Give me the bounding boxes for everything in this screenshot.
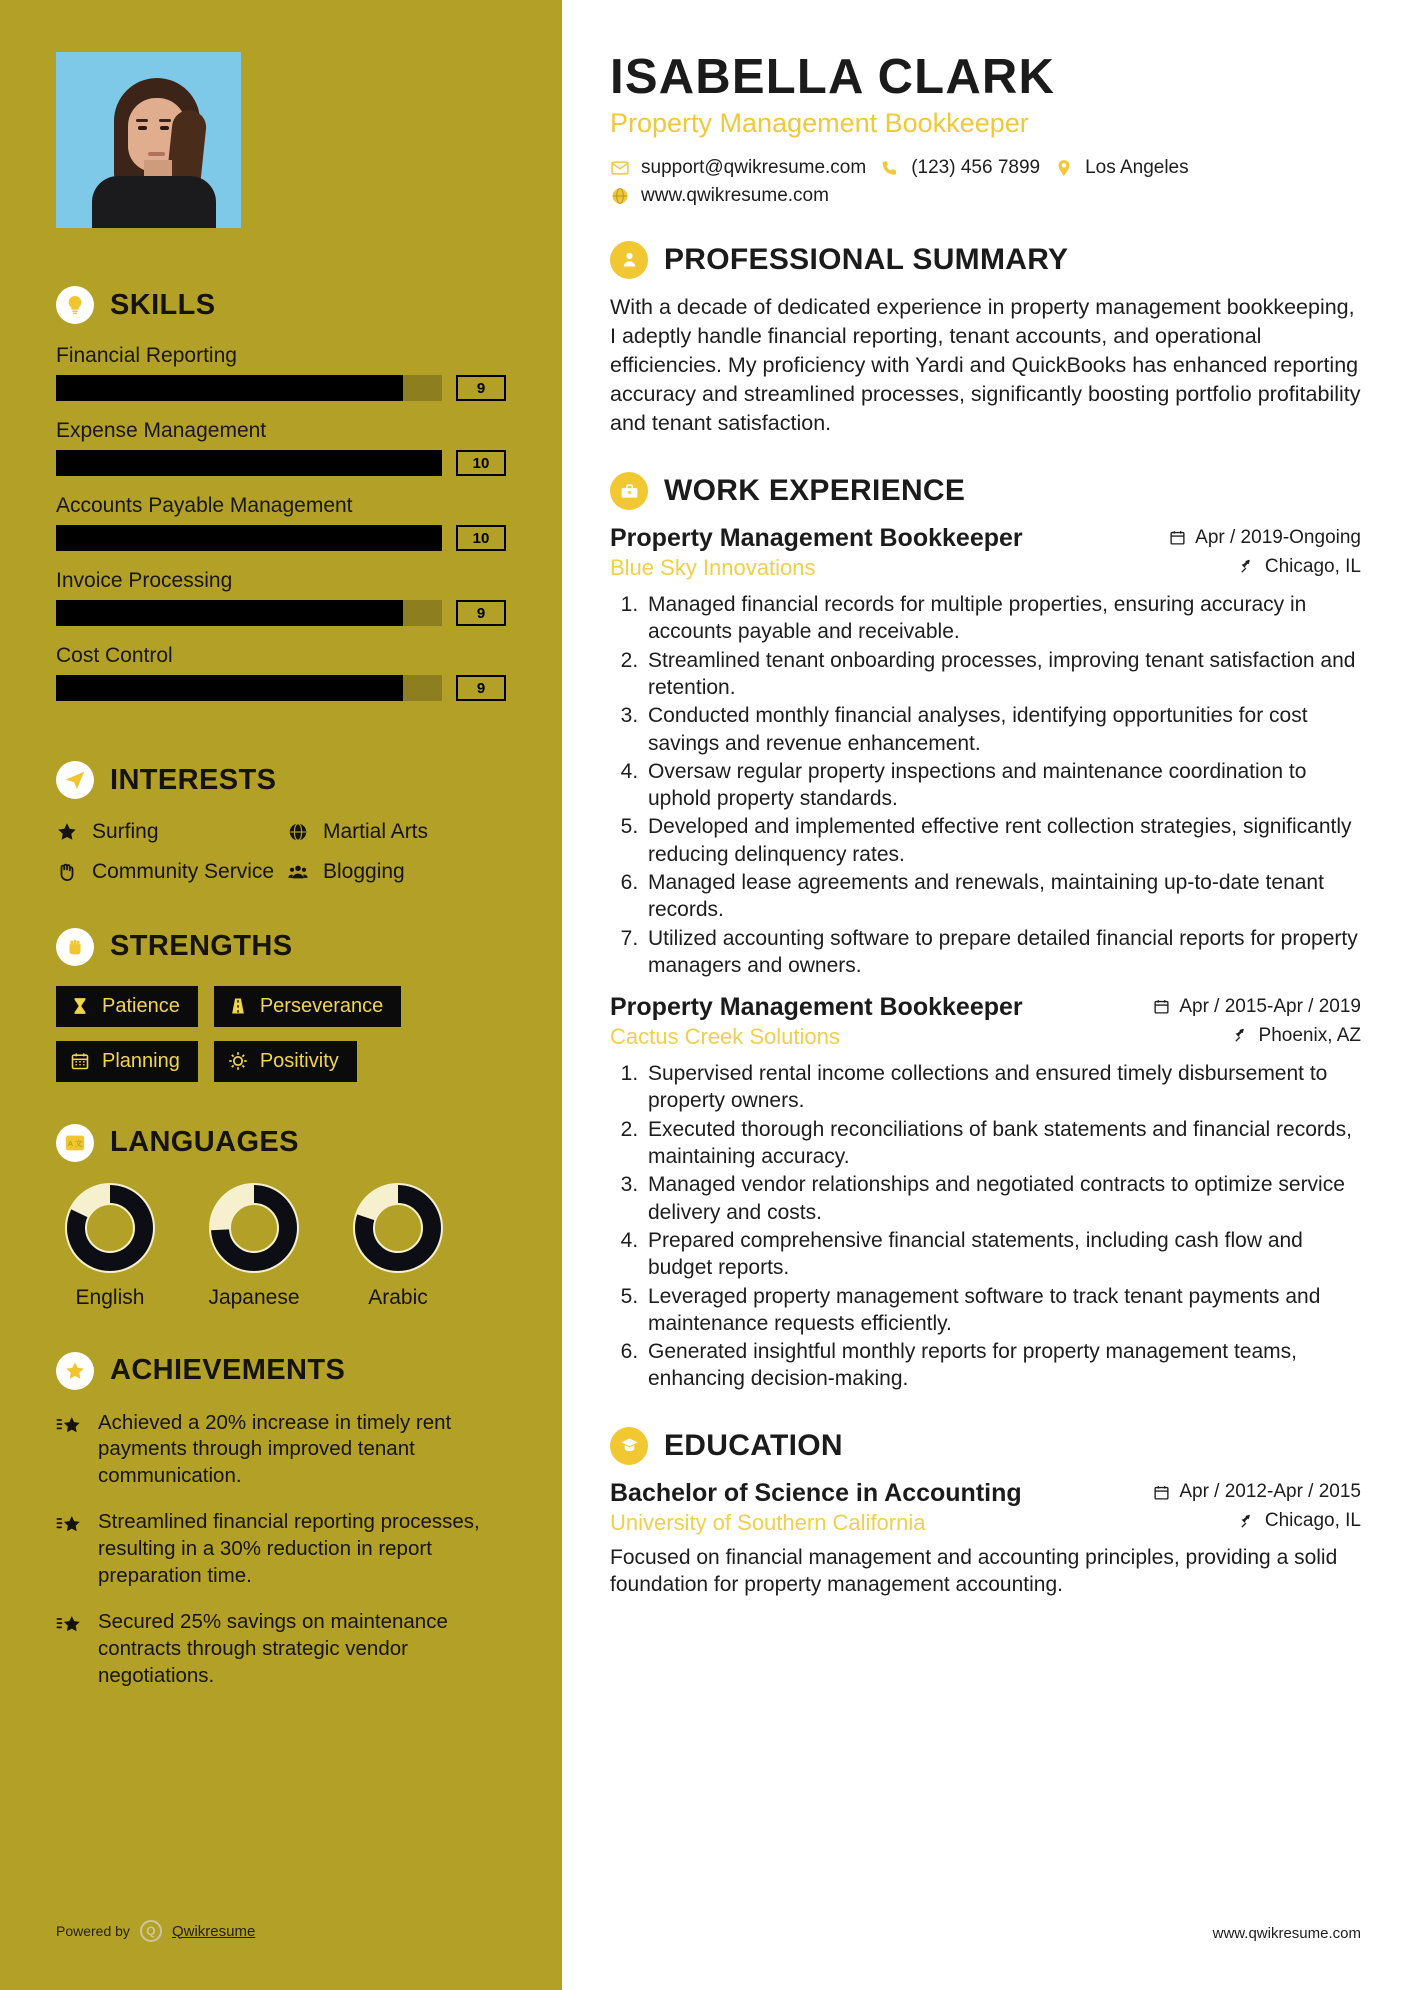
contact-row-secondary [610, 185, 1361, 207]
calendar-icon [1153, 998, 1170, 1015]
skill-bar-track [56, 375, 442, 401]
svg-text:A: A [67, 1138, 74, 1148]
contact-row-primary [610, 157, 1361, 179]
job-bullet: 2. Streamlined tenant onboarding processes, improving tenant satisfaction and retention. [644, 647, 1361, 702]
interest-item [56, 819, 275, 845]
skill-label: Cost Control [56, 644, 173, 667]
education-entry [610, 1479, 1361, 1599]
phone-contact[interactable] [880, 157, 1040, 179]
briefcase-icon [610, 472, 648, 510]
pushpin-icon [1239, 558, 1256, 575]
strengths-title: STRENGTHS [110, 930, 293, 962]
powered-by-label: Powered by [56, 1923, 130, 1939]
skill-bar-track [56, 450, 442, 476]
languages-list [56, 1182, 506, 1310]
skill-bar-fill [56, 675, 403, 701]
skill-item [56, 344, 506, 401]
achievement-text: Secured 25% savings on maintenance contracts through strategic vendor negotiations. [98, 1610, 448, 1687]
job-bullet: 1. Managed financial records for multiple properties, ensuring accuracy in accounts payable and receivable. [644, 591, 1361, 646]
job-bullet: 4. Oversaw regular property inspections and maintenance coordination to uphold property standards. [644, 758, 1361, 813]
job-location [1233, 1025, 1361, 1047]
strength-label: Positivity [259, 1049, 339, 1072]
skill-bar-track [56, 525, 442, 551]
skill-item [56, 419, 506, 476]
achievements-list [56, 1410, 506, 1690]
languages-section-header [56, 1124, 506, 1162]
graduation-cap-icon [610, 1427, 648, 1465]
achievements-title: ACHIEVEMENTS [110, 1354, 346, 1386]
job-bullet: 3. Managed vendor relationships and negotiated contracts to optimize service delivery and costs. [644, 1171, 1361, 1226]
hourglass-icon [70, 996, 90, 1016]
interest-label: Martial Arts [323, 820, 429, 843]
page-title: ISABELLA CLARK [610, 50, 1056, 104]
achievement-text: Streamlined financial reporting processes, resulting in a 30% reduction in report preparation time. [98, 1510, 480, 1587]
skill-bar-track [56, 675, 442, 701]
job-title: Property Management Bookkeeper [610, 524, 1023, 553]
job-dates-text: Apr / 2015-Apr / 2019 [1179, 995, 1361, 1017]
job-entry [610, 993, 1361, 1393]
languages-title: LANGUAGES [110, 1126, 299, 1158]
interest-label: Blogging [323, 860, 405, 884]
job-bullet: 1. Supervised rental income collections and ensured timely disbursement to property owners. [644, 1060, 1361, 1115]
calendar-icon [1169, 529, 1186, 546]
job-company: Blue Sky Innovations [610, 555, 816, 581]
job-location-text: Chicago, IL [1264, 555, 1361, 577]
interest-item [287, 819, 506, 845]
location-contact [1054, 157, 1189, 179]
avatar [56, 52, 241, 228]
education-description: Focused on financial management and accounting principles, providing a solid foundation for property management accounting. [610, 1545, 1338, 1597]
job-dates-text: Apr / 2019-Ongoing [1195, 526, 1361, 548]
road-icon [228, 996, 248, 1016]
language-donut-chart [64, 1182, 156, 1274]
education-title: EDUCATION [664, 1428, 843, 1462]
phone-icon [880, 158, 900, 178]
skills-title: SKILLS [110, 288, 216, 321]
skill-label: Invoice Processing [56, 569, 233, 592]
envelope-icon [610, 158, 630, 178]
skill-bar-fill [56, 600, 403, 626]
skill-value: 10 [456, 450, 506, 476]
work-title: WORK EXPERIENCE [664, 474, 966, 508]
achievement-item [56, 1509, 506, 1589]
skills-list [56, 344, 506, 701]
skill-label: Accounts Payable Management [56, 494, 353, 517]
skill-bar-track [56, 600, 442, 626]
interest-item [56, 859, 275, 885]
job-bullet: 2. Executed thorough reconciliations of bank statements and financial records, maintaining accuracy. [644, 1116, 1361, 1171]
achievements-section-header [56, 1352, 506, 1390]
star-icon [56, 819, 80, 843]
job-location-text: Phoenix, AZ [1258, 1024, 1361, 1046]
map-pin-icon [1054, 158, 1074, 178]
summary-text: With a decade of dedicated experience in property management bookkeeping, I adeptly handle financial reporting, tenant accounts, and operational efficiencies. My proficiency with Yardi and QuickBooks has enhanced reporting accuracy and streamlined processes, significantly boosting portfolio profitability and tenant satisfaction. [610, 294, 1361, 435]
education-dates [1153, 1481, 1361, 1503]
job-bullet: 3. Conducted monthly financial analyses, identifying opportunities for cost savings and revenue enhancement. [644, 702, 1361, 757]
strength-chip [214, 986, 401, 1027]
interest-label: Surfing [92, 820, 159, 843]
education-location-text: Chicago, IL [1264, 1510, 1361, 1532]
star-badge-icon [56, 1352, 94, 1390]
job-bullet: 5. Developed and implemented effective rent collection strategies, significantly reducing delinquency rates. [644, 813, 1361, 868]
language-label: English [75, 1285, 145, 1309]
main-content [562, 0, 1407, 1990]
lightbulb-icon [56, 286, 94, 324]
job-role-subtitle: Property Management Bookkeeper [610, 107, 1029, 138]
strength-chip [56, 986, 198, 1027]
translate-icon [56, 1124, 94, 1162]
work-section-header [610, 472, 1361, 510]
education-location [1239, 1510, 1361, 1532]
strength-chip [56, 1041, 198, 1082]
job-bullets [610, 1060, 1361, 1393]
interest-item [287, 859, 506, 885]
skill-value: 9 [456, 375, 506, 401]
skill-item [56, 494, 506, 551]
job-entry [610, 524, 1361, 979]
job-dates [1169, 527, 1361, 549]
skill-bar-fill [56, 525, 442, 551]
school-name: University of Southern California [610, 1509, 926, 1535]
strength-label: Perseverance [259, 994, 384, 1017]
sun-icon [228, 1051, 248, 1071]
calendar-icon [1153, 1484, 1170, 1501]
website-text: www.qwikresume.com [641, 184, 829, 206]
job-title: Property Management Bookkeeper [610, 993, 1023, 1022]
language-item [344, 1182, 452, 1310]
phone-text: (123) 456 7899 [911, 156, 1041, 178]
summary-title: PROFESSIONAL SUMMARY [664, 242, 1069, 276]
person-icon [610, 241, 648, 279]
education-section-header [610, 1427, 1361, 1465]
job-bullets [610, 591, 1361, 979]
job-bullet: 6. Generated insightful monthly reports for property management teams, enhancing decision-making. [644, 1338, 1361, 1393]
globe-icon [287, 819, 311, 843]
globe-icon [610, 186, 630, 206]
degree-title: Bachelor of Science in Accounting [610, 1478, 1022, 1507]
skill-bar-fill [56, 450, 442, 476]
email-contact[interactable] [610, 157, 866, 179]
main-footer-url: www.qwikresume.com [1212, 1925, 1361, 1942]
email-text: support@qwikresume.com [641, 156, 867, 178]
strengths-list [56, 986, 506, 1082]
skill-bar-fill [56, 375, 403, 401]
language-donut-chart [352, 1182, 444, 1274]
skill-value: 9 [456, 675, 506, 701]
interests-list [56, 819, 506, 886]
paper-plane-icon [56, 761, 94, 799]
location-text: Los Angeles [1085, 156, 1189, 178]
strengths-section-header [56, 928, 506, 966]
svg-text:文: 文 [75, 1138, 83, 1148]
strength-label: Planning [102, 1049, 180, 1072]
skill-value: 9 [456, 600, 506, 626]
job-dates [1153, 996, 1361, 1018]
users-icon [287, 859, 311, 883]
job-bullet: 4. Prepared comprehensive financial statements, including cash flow and budget reports. [644, 1227, 1361, 1282]
job-location [1239, 556, 1361, 578]
achievement-star-icon [56, 1509, 84, 1589]
interests-section-header [56, 761, 506, 799]
interest-label: Community Service [92, 860, 275, 884]
language-item [56, 1182, 164, 1310]
fist-icon [56, 928, 94, 966]
hand-icon [56, 859, 80, 883]
job-bullet: 5. Leveraged property management software to track tenant payments and maintenance requests efficiently. [644, 1283, 1361, 1338]
qwikresume-logo-icon: Q [140, 1920, 162, 1942]
strength-label: Patience [102, 994, 180, 1017]
summary-section-header [610, 241, 1361, 279]
achievement-item [56, 1609, 506, 1689]
sidebar [0, 0, 562, 1990]
interests-title: INTERESTS [110, 763, 277, 796]
skill-item [56, 644, 506, 701]
skill-label: Expense Management [56, 419, 267, 442]
achievement-text: Achieved a 20% increase in timely rent payments through improved tenant communication. [98, 1410, 452, 1487]
strength-chip [214, 1041, 357, 1082]
skill-label: Financial Reporting [56, 344, 237, 367]
website-contact[interactable] [610, 185, 829, 207]
education-dates-text: Apr / 2012-Apr / 2015 [1179, 1481, 1361, 1503]
skill-value: 10 [456, 525, 506, 551]
jobs-list [610, 524, 1361, 1393]
skill-item [56, 569, 506, 626]
job-bullet: 7. Utilized accounting software to prepare detailed financial reports for property managers and owners. [644, 925, 1361, 980]
calendar-icon [70, 1051, 90, 1071]
language-donut-chart [208, 1182, 300, 1274]
language-label: Japanese [208, 1285, 300, 1309]
job-bullet: 6. Managed lease agreements and renewals, maintaining up-to-date tenant records. [644, 869, 1361, 924]
language-item [200, 1182, 308, 1310]
language-label: Arabic [368, 1285, 428, 1309]
job-company: Cactus Creek Solutions [610, 1024, 840, 1050]
qwikresume-link[interactable]: Qwikresume [171, 1922, 256, 1940]
pushpin-icon [1233, 1027, 1250, 1044]
achievement-star-icon [56, 1609, 84, 1689]
sidebar-footer [56, 1920, 255, 1942]
skills-section-header [56, 286, 506, 324]
achievement-star-icon [56, 1410, 84, 1490]
achievement-item [56, 1410, 506, 1490]
pushpin-icon [1239, 1513, 1256, 1530]
